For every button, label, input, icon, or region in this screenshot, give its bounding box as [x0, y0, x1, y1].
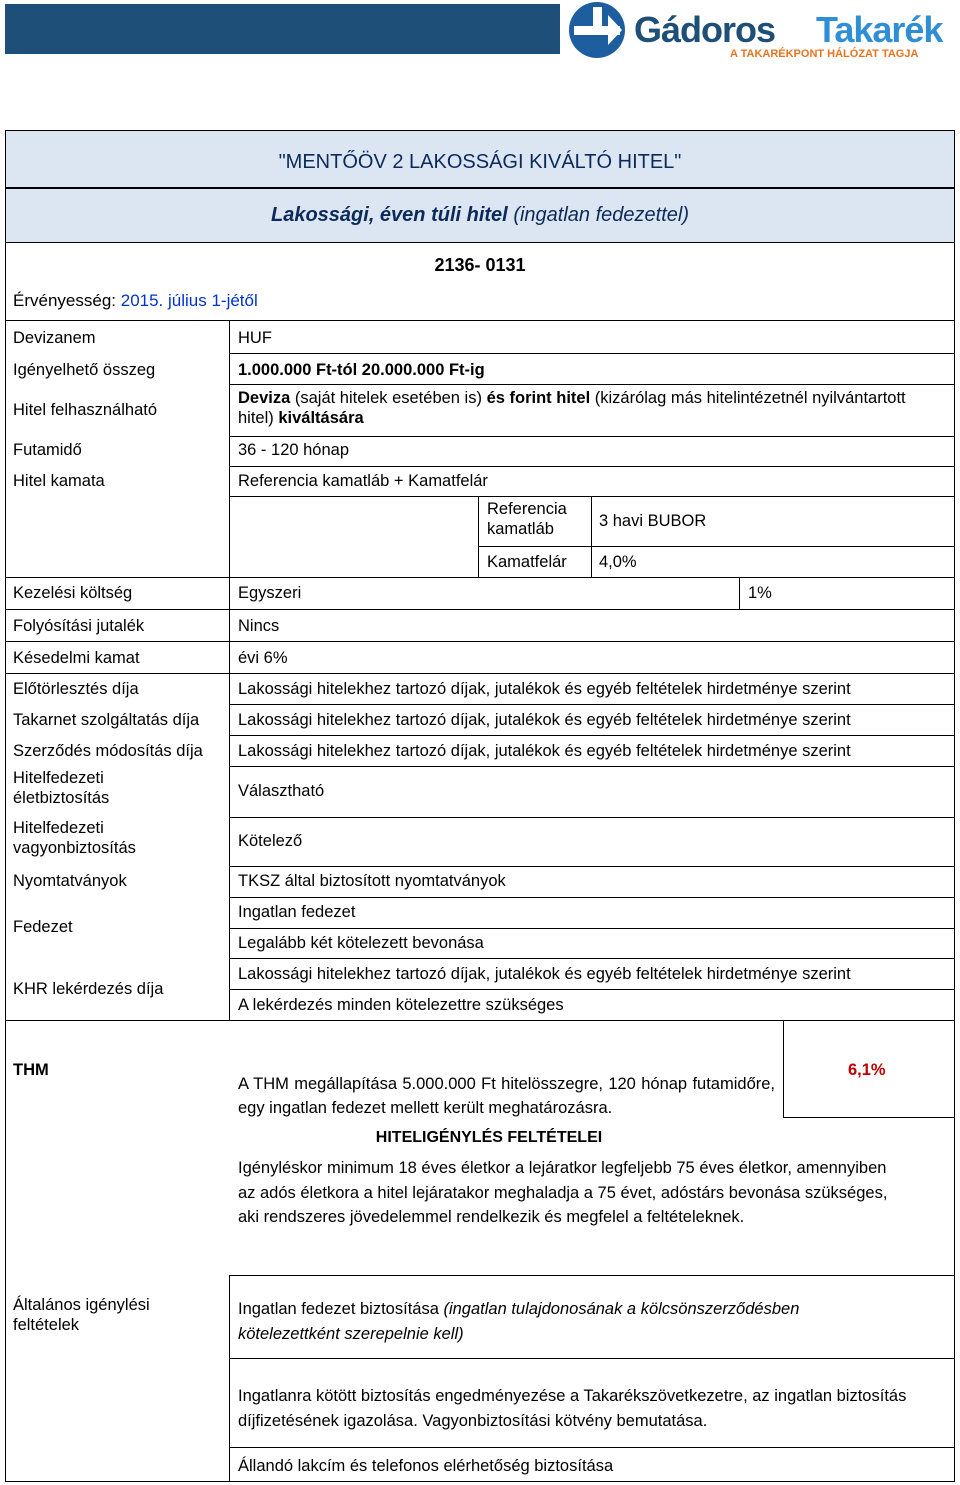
thm-text: A THM megállapítása 5.000.000 Ft hitelösszegre, 120 hónap futamidőre, egy ingatlan fedezet mellett került meghatározásra.	[238, 1075, 775, 1117]
logo-text-accent: Takarék	[816, 9, 943, 50]
divider	[229, 353, 955, 354]
general-condition-3: Állandó lakcím és telefonos elérhetőség biztosítása	[238, 1457, 614, 1475]
disbursement-fee-label: Folyósítási jutalék	[13, 617, 145, 635]
life-insurance-label: Hitelfedezeti életbiztosítás	[13, 769, 110, 807]
takarnet-fee-label: Takarnet szolgáltatás díja	[13, 711, 200, 729]
page-title: "MENTŐÖV 2 LAKOSSÁGI KIVÁLTÓ HITEL"	[278, 151, 682, 173]
contract-mod-fee-value: Lakossági hitelekhez tartozó díjak, jutalékok és egyéb feltételek hirdetménye szerint	[238, 742, 851, 760]
khr-fee-label: KHR lekérdezés díja	[13, 980, 164, 998]
divider	[229, 704, 955, 705]
divider	[5, 641, 955, 642]
handling-fee-label: Kezelési költség	[13, 584, 133, 602]
subtitle-paren: (ingatlan fedezettel)	[513, 204, 689, 226]
divider	[229, 897, 955, 898]
divider	[229, 320, 230, 1020]
term-label: Futamidő	[13, 441, 82, 459]
interest-label: Hitel kamata	[13, 472, 105, 490]
thm-value: 6,1%	[848, 1061, 886, 1079]
divider	[229, 866, 955, 867]
currency-label: Devizanem	[13, 329, 96, 347]
divider	[5, 242, 955, 243]
general-condition-2: Ingatlanra kötött biztosítás engedményezése a Takarékszövetkezetre, az ingatlan biztosítás díjfizetésének igazolása. Vagyonbiztosítási kötvény bemutatása.	[238, 1387, 907, 1430]
late-interest-value: évi 6%	[238, 649, 288, 667]
handling-fee-type: Egyszeri	[238, 584, 302, 602]
divider	[5, 609, 955, 610]
divider	[229, 1275, 230, 1482]
conditions-heading: HITELIGÉNYLÉS FELTÉTELEI	[375, 1129, 603, 1146]
property-insurance-value: Kötelező	[238, 832, 303, 850]
logo-text-main: Gádoros	[634, 9, 776, 50]
divider	[5, 577, 955, 578]
age-conditions-text: Igényléskor minimum 18 éves életkor a lejáratkor legfeljebb 75 éves életkor, amennyiben az adós életkora a hitel lejáratakor meghaladja a 75 évet, adóstárs bevonása szükséges, aki rendszeres jövedelemmel rendelkezik és megfelel a feltételeknek.	[238, 1159, 888, 1227]
usage-part-1: Deviza	[238, 389, 291, 407]
contract-mod-fee-label: Szerződés módosítás díja	[13, 742, 203, 760]
thm-label: THM	[13, 1061, 49, 1079]
life-insurance-value: Választható	[238, 782, 325, 800]
forms-value: TKSZ által biztosított nyomtatványok	[238, 872, 506, 890]
disbursement-fee-value: Nincs	[238, 617, 280, 635]
subtitle-main: Lakossági, éven túli hitel	[271, 204, 508, 226]
usage-value	[238, 389, 938, 429]
divider	[229, 1358, 955, 1359]
divider	[229, 436, 955, 437]
divider	[5, 320, 955, 321]
usage-label: Hitel felhasználható	[13, 401, 158, 419]
term-value: 36 - 120 hónap	[238, 441, 350, 459]
handling-fee-rate: 1%	[748, 584, 772, 602]
divider	[229, 766, 955, 767]
divider	[739, 577, 740, 609]
prepayment-fee-label: Előtörlesztés díja	[13, 680, 139, 698]
amount-value: 1.000.000 Ft-tól 20.000.000 Ft-ig	[238, 361, 485, 379]
collateral-value-1: Ingatlan fedezet	[238, 903, 356, 921]
divider	[229, 735, 955, 736]
usage-part-3: és forint hitel	[486, 389, 591, 407]
reference-rate-value: 3 havi BUBOR	[599, 512, 707, 530]
divider	[229, 384, 955, 385]
khr-fee-value-1: Lakossági hitelekhez tartozó díjak, jutalékok és egyéb feltételek hirdetménye szerint	[238, 965, 851, 983]
reference-rate-label: Referencia kamatláb	[487, 500, 567, 538]
usage-part-4: (kizárólag más hitelintézetnél nyilvántartott hitel)	[238, 389, 906, 427]
divider	[229, 989, 955, 990]
property-insurance-label: Hitelfedezeti vagyonbiztosítás	[13, 819, 136, 857]
divider	[229, 1275, 955, 1276]
divider	[783, 1020, 784, 1117]
forms-label: Nyomtatványok	[13, 872, 127, 890]
interest-value: Referencia kamatláb + Kamatfelár	[238, 472, 488, 490]
divider	[229, 928, 955, 929]
validity	[13, 291, 258, 311]
logo-arrow-stem-icon	[593, 7, 602, 29]
collateral-value-2: Legalább két kötelezett bevonása	[238, 934, 484, 952]
divider	[478, 496, 479, 577]
collateral-label: Fedezet	[13, 918, 73, 936]
validity-label: Érvényesség:	[13, 291, 116, 310]
divider	[478, 546, 955, 547]
divider	[5, 673, 955, 674]
prepayment-fee-value: Lakossági hitelekhez tartozó díjak, jutalékok és egyéb feltételek hirdetménye szerint	[238, 680, 851, 698]
divider	[229, 958, 955, 959]
usage-part-2: (saját hitelek esetében is)	[290, 389, 487, 407]
general-condition-1-italic: (ingatlan tulajdonosának a kölcsönszerződésben kötelezettként szerepelnie kell)	[238, 1300, 800, 1343]
general-conditions-label: Általános igénylési feltételek	[13, 1296, 150, 1334]
margin-label: Kamatfelár	[487, 553, 567, 571]
divider	[229, 1447, 955, 1448]
divider	[229, 496, 955, 497]
divider	[783, 1117, 955, 1118]
late-interest-label: Késedelmi kamat	[13, 649, 140, 667]
validity-value: 2015. július 1-jétől	[120, 291, 258, 310]
amount-label: Igényelhető összeg	[13, 361, 156, 379]
divider	[5, 1020, 955, 1021]
usage-part-5: kiváltására	[278, 408, 364, 427]
takarnet-fee-value: Lakossági hitelekhez tartozó díjak, jutalékok és egyéb feltételek hirdetménye szerint	[238, 711, 851, 729]
page-subtitle	[0, 203, 960, 227]
logo-arrow-tip-icon	[608, 15, 622, 45]
divider	[229, 817, 955, 818]
divider	[229, 466, 955, 467]
product-code: 2136- 0131	[434, 255, 526, 275]
general-condition-1-main: Ingatlan fedezet biztosítása	[238, 1300, 444, 1318]
divider	[591, 496, 592, 577]
logo-tagline: A TAKARÉKPONT HÁLÓZAT TAGJA	[730, 48, 919, 60]
currency-value: HUF	[238, 329, 272, 347]
khr-fee-value-2: A lekérdezés minden kötelezettre szükséges	[238, 996, 564, 1014]
general-condition-1	[238, 1297, 888, 1346]
margin-value: 4,0%	[599, 553, 637, 571]
